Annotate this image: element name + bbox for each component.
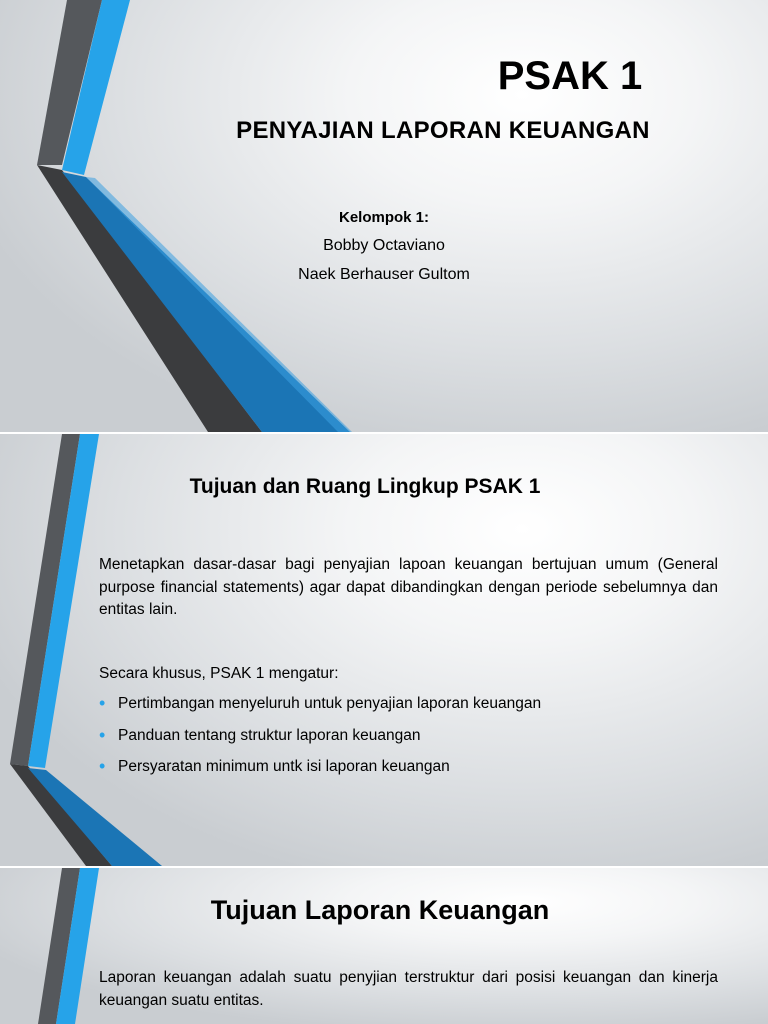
list-item	[99, 725, 718, 757]
presentation-subtitle: PENYAJIAN LAPORAN KEUANGAN	[236, 117, 650, 144]
slide-heading: Tujuan dan Ruang Lingkup PSAK 1	[189, 475, 541, 498]
slide-heading: Tujuan Laporan Keuangan	[210, 895, 550, 925]
list-item	[99, 756, 718, 788]
list-intro: Secara khusus, PSAK 1 mengatur:	[99, 665, 339, 682]
slide-financial-report-purpose[interactable]	[0, 868, 768, 1024]
bullet-icon: •	[99, 693, 106, 713]
body-paragraph: Laporan keuangan adalah suatu penyjian terstruktur dari posisi keuangan dan kinerja keuangan suatu entitas.	[99, 969, 718, 1009]
bullet-icon: •	[99, 756, 106, 776]
list-item-text: Pertimbangan menyeluruh untuk penyajian laporan keuangan	[118, 695, 542, 712]
list-item	[99, 693, 718, 725]
presentation-title: PSAK 1	[497, 54, 643, 98]
bullet-icon: •	[99, 724, 106, 745]
body-paragraph: Menetapkan dasar-dasar bagi penyajian lapoan keuangan bertujuan umum (General purpose financial statements) agar dapat dibandingkan dengan periode sebelumnya dan entitas lain.	[99, 556, 718, 618]
group-label: Kelompok 1:	[338, 209, 429, 226]
list-item-text: Persyaratan minimum untk isi laporan keuangan	[118, 758, 450, 775]
member-name: Naek Berhauser Gultom	[298, 266, 470, 283]
slide-purpose-scope[interactable]	[0, 434, 768, 866]
slide-title[interactable]	[0, 0, 768, 432]
member-name: Bobby Octaviano	[323, 237, 445, 254]
dark-stripe-lower	[37, 165, 262, 432]
list-item-text: Panduan tentang struktur laporan keuangan	[118, 726, 421, 744]
bullet-list	[99, 693, 718, 788]
